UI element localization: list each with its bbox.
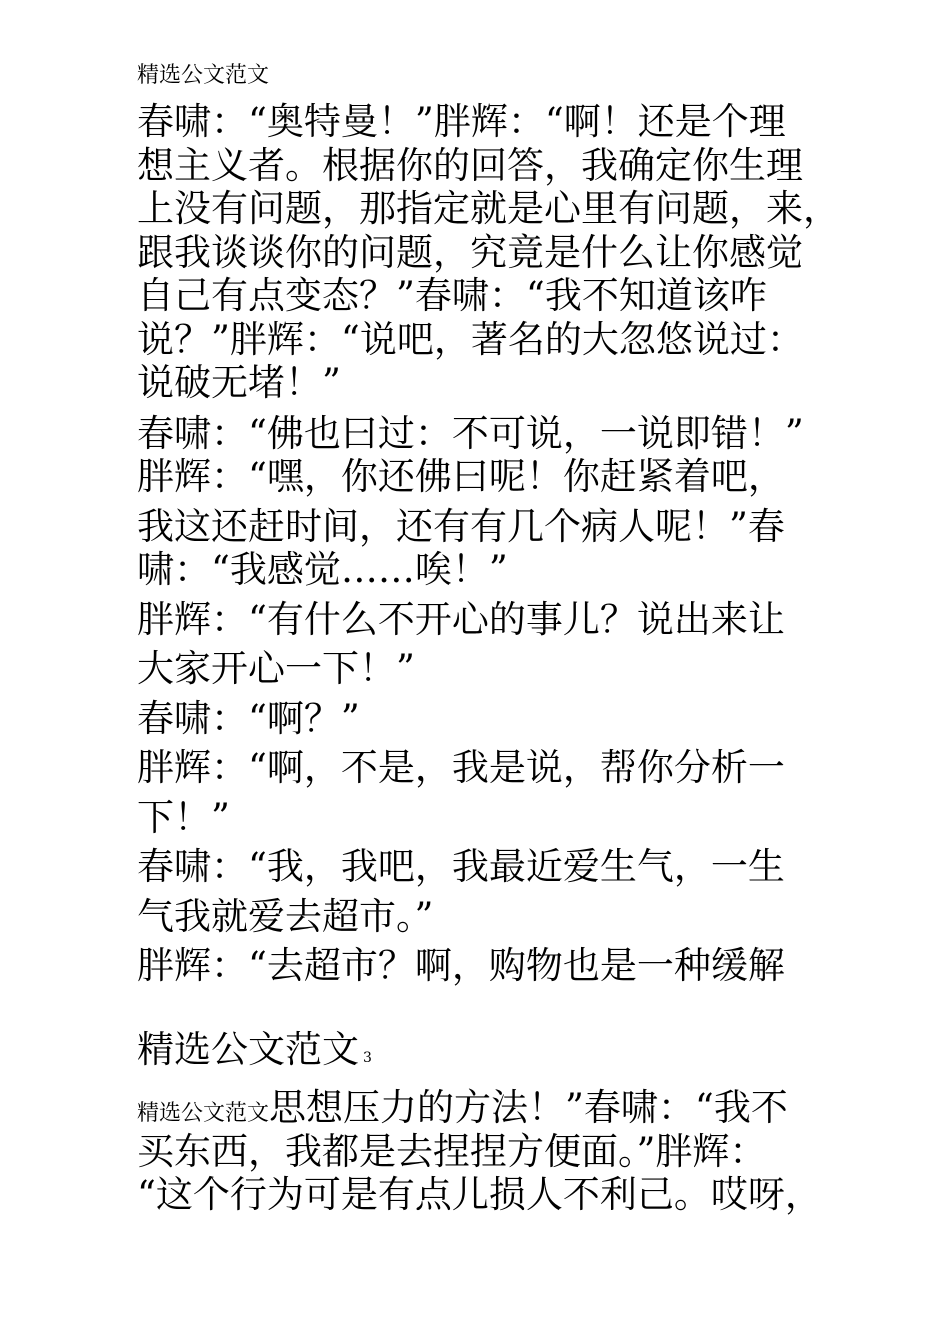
page-footer [137, 1028, 372, 1080]
text-line: 气我就爱去超市。” [137, 894, 434, 938]
text-line: 自己有点变态？”春啸：“我不知道该咋 [137, 274, 767, 317]
next-page-body [137, 1086, 857, 1217]
page-header: 精选公文范文 [137, 63, 270, 88]
text-line: 说破无堵！” [137, 361, 341, 404]
text-line: 胖辉：“啊，不是，我是说，帮你分析一 [137, 746, 785, 789]
text-line: 春啸：“佛也曰过：不可说，一说即错！” [137, 411, 804, 455]
text-line [137, 1086, 857, 1130]
text-line: 上没有问题，那指定就是心里有问题，来， [137, 187, 840, 230]
text-line: 啸：“我感觉……唉！” [137, 548, 508, 591]
text-line: 想主义者。根据你的回答，我确定你生理 [137, 143, 803, 187]
body-text [137, 100, 840, 988]
text-line: 胖辉：“有什么不开心的事儿？说出来让 [137, 597, 785, 641]
text-line: 说？”胖辉：“说吧，著名的大忽悠说过： [137, 317, 804, 361]
text-line: 跟我谈谈你的问题，究竟是什么让你感觉 [137, 230, 803, 274]
text-line: 大家开心一下！” [137, 647, 415, 690]
text-line: 春啸：“我，我吧，我最近爱生气，一生 [137, 845, 785, 888]
page-header: 精选公文范文 [137, 1101, 270, 1126]
text-line: “这个行为可是有点儿损人不利己。哎呀， [137, 1173, 822, 1216]
text-line: 胖辉：“嘿，你还佛曰呢！你赶紧着吧， [137, 455, 785, 498]
text-line: 春啸：“奥特曼！”胖辉：“啊！还是个理 [137, 100, 786, 143]
text-line: 我这还赶时间，还有有几个病人呢！”春 [137, 504, 785, 548]
text-segment: 思想压力的方法！”春啸：“我不 [269, 1086, 788, 1129]
page-number: 3 [363, 1050, 372, 1066]
text-line: 下！” [137, 795, 230, 839]
footer-text: 精选公文范文 [137, 1028, 359, 1071]
text-line: 胖辉：“去超市？啊，购物也是一种缓解 [137, 944, 785, 987]
text-line: 买东西，我都是去捏捏方便面。”胖辉： [137, 1129, 767, 1173]
text-line: 春啸：“啊？” [137, 696, 360, 740]
